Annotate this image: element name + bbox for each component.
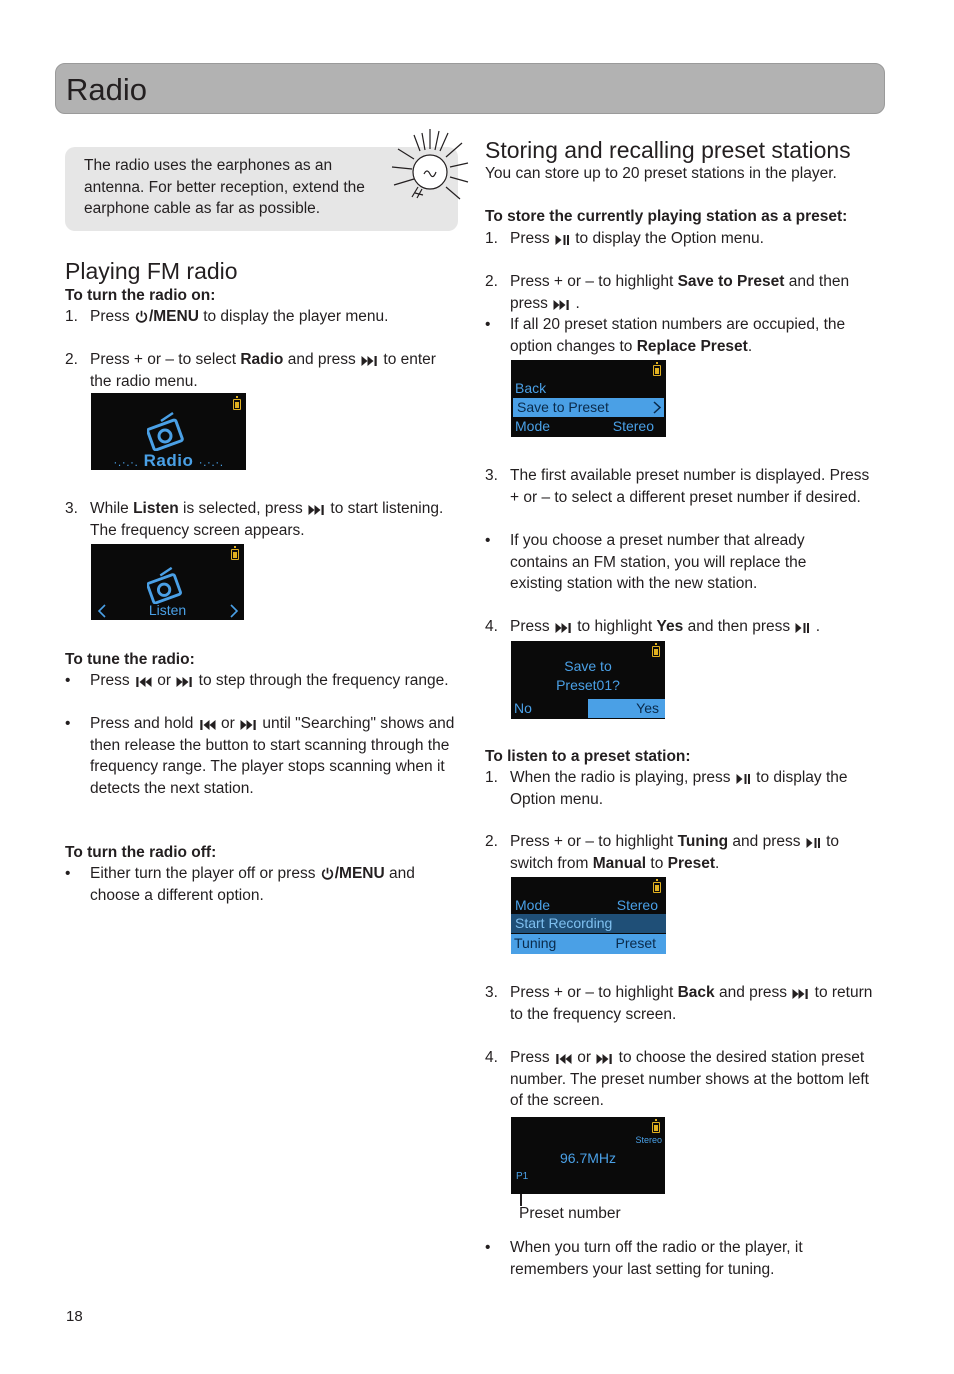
dotted-decoration: ·.·.·.: [198, 455, 224, 469]
play-pause-icon: [795, 623, 810, 633]
play-pause-icon: [736, 774, 751, 784]
prev-icon: [555, 1054, 572, 1064]
tune-subheading: To tune the radio:: [65, 651, 195, 668]
preset-number-callout: Preset number: [519, 1205, 621, 1222]
stereo-indicator: Stereo: [635, 1135, 662, 1145]
play-pause-icon: [555, 235, 570, 245]
playing-fm-radio-heading: Playing FM radio: [65, 258, 238, 284]
next-icon: [361, 356, 378, 366]
storing-presets-heading: Storing and recalling preset stations: [485, 137, 851, 163]
presets-intro: You can store up to 20 preset stations in the player.: [485, 165, 837, 182]
menu-item-start-recording: Start Recording: [511, 914, 666, 933]
menu-item-mode: Mode Stereo: [515, 897, 658, 913]
confirm-yes-option: Yes: [588, 699, 665, 718]
menu-item-tuning: Tuning Preset: [511, 934, 666, 954]
next-icon: [792, 989, 809, 999]
menu-item-mode: Mode Stereo: [515, 418, 654, 434]
chevron-right-icon: [653, 401, 661, 414]
next-icon: [553, 300, 570, 310]
preset-number-indicator: P1: [516, 1171, 529, 1182]
store-subheading: To store the currently playing station as a preset:: [485, 208, 848, 225]
battery-icon: [653, 365, 661, 376]
turn-off-subheading: To turn the radio off:: [65, 844, 217, 861]
confirm-line-2: Preset01?: [556, 677, 620, 693]
battery-icon: [653, 882, 661, 893]
menu-item-back: Back: [515, 380, 547, 396]
power-icon: [321, 867, 334, 880]
listen-screen: [91, 544, 244, 620]
battery-icon: [652, 1122, 660, 1133]
option-menu-screen: [511, 360, 666, 437]
prev-icon: [199, 720, 216, 730]
tuning-menu-screen: [511, 877, 666, 954]
frequency-readout: 96.7MHz: [559, 1150, 617, 1166]
tip-text: The radio uses the earphones as an antenna. For better reception, extend the earphone cable as far as possible.: [84, 157, 365, 217]
next-icon: [555, 623, 572, 633]
confirm-line-1: Save to: [564, 658, 612, 674]
confirm-no-option: No: [514, 700, 532, 716]
radio-menu-screen: [91, 393, 246, 470]
page-number: 18: [66, 1308, 83, 1325]
menu-item-save-to-preset: Save to Preset: [513, 398, 664, 417]
next-icon: [240, 720, 257, 730]
battery-icon: [652, 646, 660, 657]
confirm-preset-screen: [511, 641, 665, 719]
next-icon: [308, 505, 325, 515]
next-icon: [176, 677, 193, 687]
chevron-right-icon: [229, 604, 239, 618]
play-pause-icon: [806, 838, 821, 848]
radio-icon: [147, 411, 187, 451]
battery-icon: [233, 399, 241, 410]
frequency-screen: [511, 1117, 665, 1194]
next-icon: [596, 1054, 613, 1064]
power-icon: [135, 310, 148, 323]
battery-icon: [231, 549, 239, 560]
prev-icon: [135, 677, 152, 687]
listen-subheading: To listen to a preset station:: [485, 748, 691, 765]
radio-icon: [147, 566, 185, 604]
listen-screen-label: Listen: [148, 602, 187, 618]
turn-on-subheading: To turn the radio on:: [65, 287, 216, 304]
section-header-bar: [55, 63, 885, 114]
radio-screen-label: Radio: [143, 451, 194, 470]
lightbulb-icon: [388, 127, 470, 209]
page-title: Radio: [66, 72, 147, 107]
dotted-decoration: ·.·.·.: [113, 455, 139, 469]
